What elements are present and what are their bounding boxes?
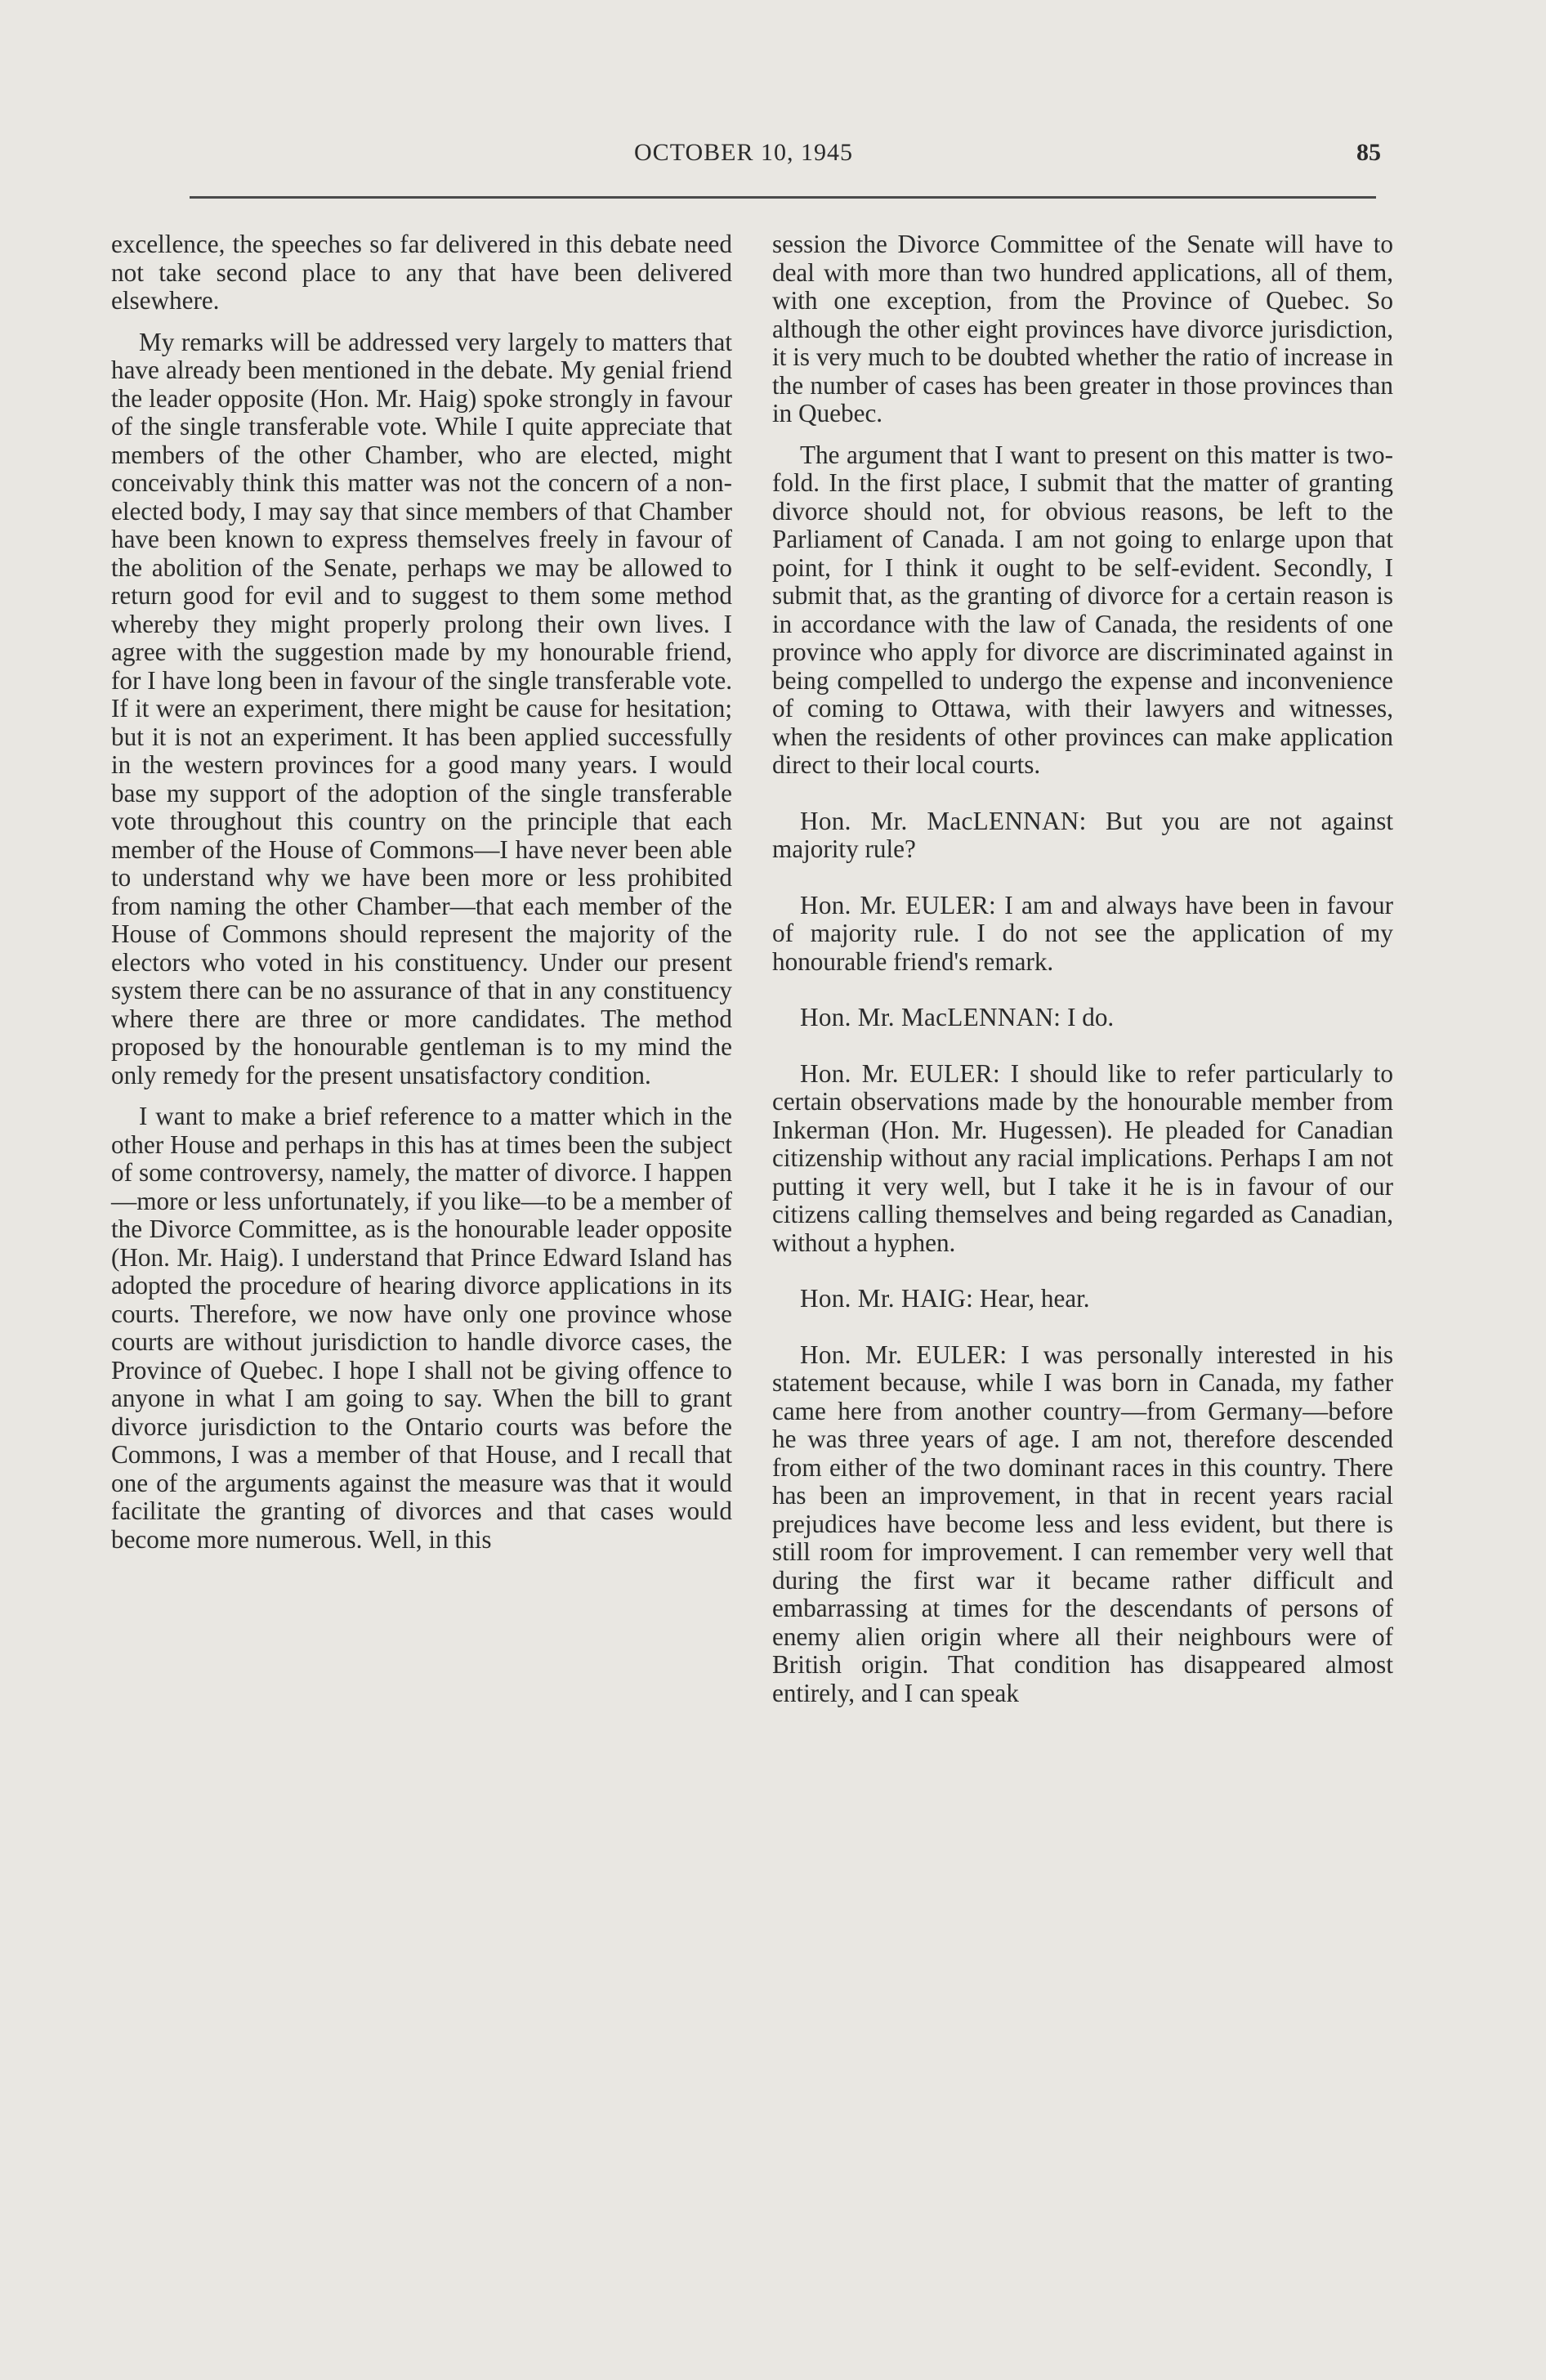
paragraph: session the Divorce Committee of the Senate will have to deal with more than two hundred applications, all of them, with one exception, from the Province of Quebec. So although the other eight provinces have divorce jurisdiction, it is very much to be doubted whether the ratio of increase in the number of cases has been greater in those provinces than in Quebec. (772, 230, 1393, 427)
speech-maclennan-2 (772, 1004, 1393, 1032)
speech-text: I was personally interested in his statement because, while I was born in Canada, my father came here from another country—from Germany—before he was three years of age. I am not, therefore descended from either of the two dominant races in this country. There has been an improvement, in that in recent years racial prejudices have become less and less evident, but there is still room for improvement. I can remember very well that during the first war it became rather difficult and embarrassing at times for the descendants of persons of enemy alien origin where all their neighbours were of British origin. That condition has disappeared almost entirely, and I can speak (772, 1340, 1394, 1707)
speaker-name: Hon. Mr. EULER: (800, 890, 996, 919)
speech-euler-3 (772, 1341, 1393, 1708)
speech-maclennan-1 (772, 808, 1393, 864)
speech-text: I should like to refer particularly to certain observations made by the honourable member from Inkerman (Hon. Mr. Hugessen). He pleaded for Canadian citizenship without any racial implications. Perhaps I am not putting it very well, but I take it he is in favour of our citizens calling themselves and being regarded as Canadian, without a hyphen. (772, 1058, 1393, 1257)
speech-text: But you are not against majority rule? (772, 806, 1393, 863)
speech-haig (772, 1285, 1393, 1313)
speaker-name: Hon. Mr. MacLENNAN: (800, 806, 1087, 835)
page-date-heading: OCTOBER 10, 1945 (634, 139, 853, 166)
speech-euler-2 (772, 1060, 1393, 1258)
speaker-name: Hon. Mr. MacLENNAN: (800, 1003, 1061, 1031)
speaker-name: Hon. Mr. EULER: (800, 1058, 1000, 1088)
speech-text: Hear, hear. (973, 1284, 1090, 1313)
left-column (111, 230, 732, 1567)
page-number: 85 (1356, 139, 1381, 166)
paragraph: The argument that I want to present on this matter is two-fold. In the first place, I submit that the matter of granting divorce should not, for obvious reasons, be left to the Parliament of Canada. I am not going to enlarge upon that point, for I think it ought to be self-evident. Secondly, I submit that, as the granting of divorce for a certain reason is in accordance with the law of Canada, the residents of one province who apply for divorce are discriminated against in being compelled to undergo the expense and inconvenience of coming to Ottawa, with their lawyers and witnesses, when the residents of other provinces can make application direct to their local courts. (772, 440, 1393, 779)
page-header (106, 139, 1381, 188)
speaker-name: Hon. Mr. HAIG: (800, 1284, 974, 1313)
speaker-name: Hon. Mr. EULER: (800, 1340, 1008, 1369)
speech-euler-1 (772, 892, 1393, 977)
paragraph: I want to make a brief reference to a matter which in the other House and perhaps in this has at times been the subject of some controversy, namely, the matter of divorce. I happen—more or less unfortunately, if you like—to be a member of the Divorce Committee, as is the honourable leader opposite (Hon. Mr. Haig). I understand that Prince Edward Island has adopted the procedure of hearing divorce applications in its courts. Therefore, we now have only one province whose courts are without jurisdiction to handle divorce cases, the Province of Quebec. I hope I shall not be giving offence to anyone in what I am going to say. When the bill to grant divorce jurisdiction to the Ontario courts was before the Commons, I was a member of that House, and I recall that one of the arguments against the measure was that it would facilitate the granting of divorces and that cases would become more numerous. Well, in this (111, 1102, 732, 1554)
speech-text: I am and always have been in favour of majority rule. I do not see the application of my honourable friend's remark. (772, 890, 1393, 976)
header-divider (190, 196, 1376, 199)
paragraph: excellence, the speeches so far delivered in this debate need not take second place to any that have been delivered elsewhere. (111, 230, 732, 315)
right-column (772, 230, 1393, 1707)
speech-text: I do. (1061, 1003, 1115, 1031)
paragraph: My remarks will be addressed very largely to matters that have already been mentioned in the debate. My genial friend the leader opposite (Hon. Mr. Haig) spoke strongly in favour of the single transferable vote. While I quite appreciate that members of the other Chamber, who are elected, might conceivably think this matter was not the concern of a non-elected body, I may say that since members of that Chamber have been known to express themselves freely in favour of the abolition of the Senate, perhaps we may be allowed to return good for evil and to suggest to them some method whereby they might properly prolong their own lives. I agree with the suggestion made by my honourable friend, for I have long been in favour of the single transferable vote. If it were an experiment, there might be cause for hesitation; but it is not an experiment. It has been applied successfully in the western provinces for a good many years. I would base my support of the adoption of the single transferable vote throughout this country on the principle that each member of the House of Commons—I have never been able to understand why we have been more or less prohibited from naming the other Chamber—that each member of the House of Commons should represent the majority of the electors who voted in his constituency. Under our present system there can be no assurance of that in any constituency where there are three or more candidates. The method proposed by the honourable gentleman is to my mind the only remedy for the present unsatisfactory condition. (111, 327, 732, 1089)
